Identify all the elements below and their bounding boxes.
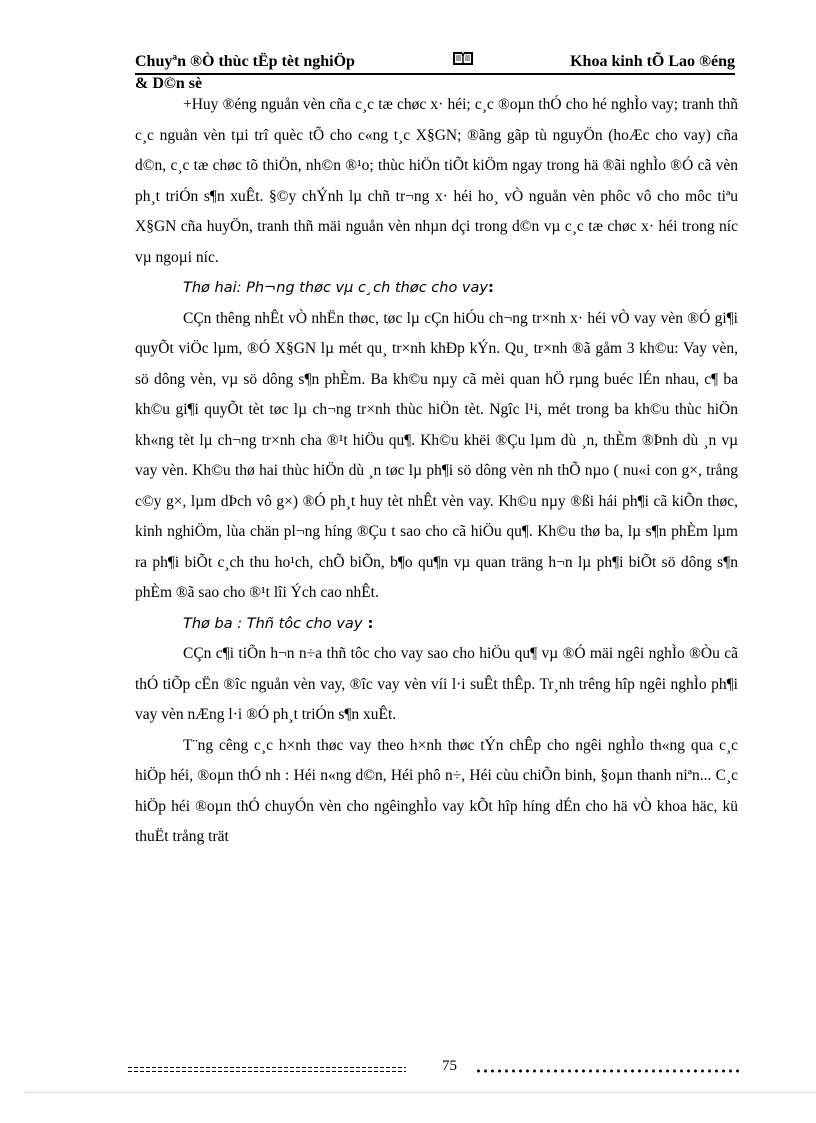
page-edge-divider: [24, 1092, 816, 1093]
page-footer: [128, 1054, 740, 1078]
paragraph: CÇn c¶i tiÕn h¬n n÷a thñ tôc cho vay sao cho hiÖu qu¶ vµ ®Ó mäi ngêi nghÌo ®Òu cã thÓ tiÕp cËn ®îc nguån vèn vay, ®îc vay vèn víi l·i suÊt thÊp. Tr¸nh trêng hîp ngêi nghÌo ph¶i vay vèn nÆng l·i ®Ó ph¸t triÓn s¶n xuÊt.: [135, 645, 738, 723]
paragraph: CÇn thêng nhÊt vÒ nhËn thøc, tøc lµ cÇn hiÓu ch¬ng tr×nh x· héi vÒ vay vèn ®Ó gi¶i quyÕt viÖc lµm, ®Ó X§GN lµ mét qu¸ tr×nh khÐp kÝn. Qu¸ tr×nh ®ã gåm 3 kh©u: Vay vèn, sö dông vèn, vµ sö dông s¶n phÈm. Ba kh©u nµy cã mèi quan hÖ rµng buéc lÉn nhau, c¶ ba kh©u gi¶i quyÕt tèt tøc lµ ch¬ng tr×nh thùc hiÖn tèt. Ngîc l¹i, mét trong ba kh©u thùc hiÖn kh«ng tèt lµ ch¬ng tr×nh cha ®¹t hiÖu qu¶. Kh©u khëi ®Çu lµm dù ¸n, thÈm ®Þnh dù ¸n vµ vay vèn. Kh©u thø hai thùc hiÖn dù ¸n tøc lµ ph¶i sö dông vèn nh thÕ nµo ( nu«i con g×, trång c©y g×, lµm dÞch vô g×) ®Ó ph¸t huy tèt nhÊt vèn vay. Kh©u nµy ®ßi hái ph¶i cã kiÕn thøc, kinh nghiÖm, lùa chän pl¬ng híng ®Çu t sao cho cã hiÖu qu¶. Kh©u thø ba, lµ s¶n phÈm lµm ra ph¶i biÕt c¸ch thu ho¹ch, chÕ biÕn, b¶o qu¶n vµ quan träng h¬n lµ ph¶i biÕt sö dông s¶n phÈm ®ã sao cho ®¹t lîi Ých cao nhÊt.: [135, 309, 738, 601]
section-heading: [135, 273, 738, 304]
footer-dotted-rule: [475, 1069, 740, 1073]
page-header: [135, 50, 735, 93]
document-body: [135, 90, 738, 853]
header-second-line: & D©n sè: [135, 75, 203, 92]
footer-dashed-rule: [128, 1067, 406, 1073]
section-heading-colon: :: [362, 615, 374, 632]
paragraph: +Huy ®éng nguån vèn cña c¸c tæ chøc x· héi; c¸c ®oµn thÓ cho hé nghÌo vay; tranh thñ c¸c nguån vèn tµi trî quèc tÕ cho c«ng t¸c X§GN; ®ãng gãp tù nguyÖn (hoÆc cho vay) cña d©n, c¸c tæ chøc tõ thiÖn, nh©n ®¹o; thùc hiÖn tiÕt kiÖm ngay trong hä ®ãi nghÌo ®Ó cã vèn ph¸t triÓn s¶n xuÊt. §©y chÝnh lµ chñ tr¬ng x· héi ho¸ vÒ nguån vèn phôc vô cho môc tiªu X§GN cña huyÖn, tranh thñ mäi nguån vèn nhµn dçi trong d©n vµ c¸c tæ chøc x· héi trong níc vµ ngoµi níc.: [135, 96, 738, 266]
header-title-right: Khoa kinh tÕ Lao ®éng: [570, 53, 735, 70]
section-heading-text: Thø hai: Ph¬ng thøc vµ c¸ch thøc cho vay: [183, 280, 488, 296]
section-heading-text: Thø ba : Thñ tôc cho vay: [183, 615, 363, 632]
paragraph: T¨ng cêng c¸c h×nh thøc vay theo h×nh thøc tÝn chÊp cho ngêi nghÌo th«ng qua c¸c hiÖp héi, ®oµn thÓ nh : Héi n«ng d©n, Héi phô n÷, Héi cùu chiÕn binh, §oµn thanh niªn... C¸c hiÖp héi ®oµn thÓ chuyÓn vèn cho ngêinghÌo vay kÕt hîp híng dÉn cho hä vÒ khoa häc, kü thuËt trång trät: [135, 736, 738, 845]
section-heading: [135, 609, 738, 640]
book-icon: [452, 50, 474, 66]
page-number: 75: [442, 1057, 457, 1074]
header-title-left: Chuyªn ®Ò thùc tËp tèt nghiÖp: [135, 53, 355, 70]
section-heading-colon: :: [487, 280, 494, 296]
header-row: [135, 50, 735, 72]
